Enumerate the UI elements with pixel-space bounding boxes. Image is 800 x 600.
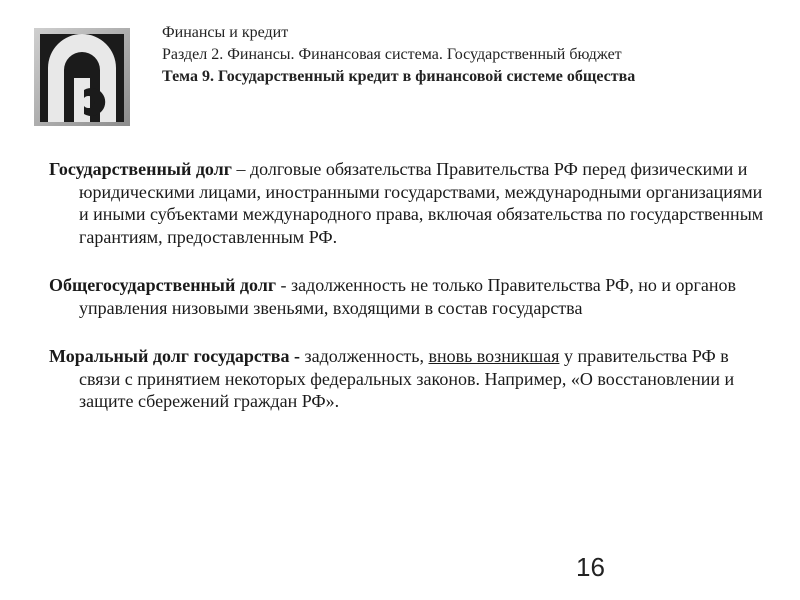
definition-paragraph (49, 274, 769, 319)
definition-paragraph (49, 158, 769, 248)
definition-text: - задолженность не только Правительства РФ, но и органов управления низовыми звеньями, входящими в состав государства (79, 275, 736, 318)
underlined-text: вновь возникшая (428, 346, 560, 366)
slide-header (162, 22, 722, 88)
definition-paragraph (49, 345, 769, 413)
topic-title: Тема 9. Государственный кредит в финансовой системе общества (162, 68, 636, 85)
definition-term: Государственный долг (49, 159, 232, 179)
definition-text: – долговые обязательства Правительства РФ перед физическими и юридическими лицами, иностранными государствами, международными организациями и иными субъектами международного права, включая обязательства по государственным гарантиям, предоставленным РФ. (79, 159, 764, 247)
subject-title: Финансы и кредит (162, 24, 289, 41)
page-number: 16 (576, 552, 605, 582)
definition-term: Моральный долг государства - (49, 346, 300, 366)
definition-text: у правительства РФ в связи с принятием некоторых федеральных законов. Например, «О восстановлении и защите сбережений граждан РФ». (79, 346, 735, 411)
definition-text: задолженность, (299, 346, 429, 366)
definition-term: Общегосударственный долг (49, 275, 276, 295)
slide-body (49, 158, 769, 439)
section-title: Раздел 2. Финансы. Финансовая система. Государственный бюджет (162, 46, 622, 63)
ps-logo-icon (34, 28, 130, 126)
